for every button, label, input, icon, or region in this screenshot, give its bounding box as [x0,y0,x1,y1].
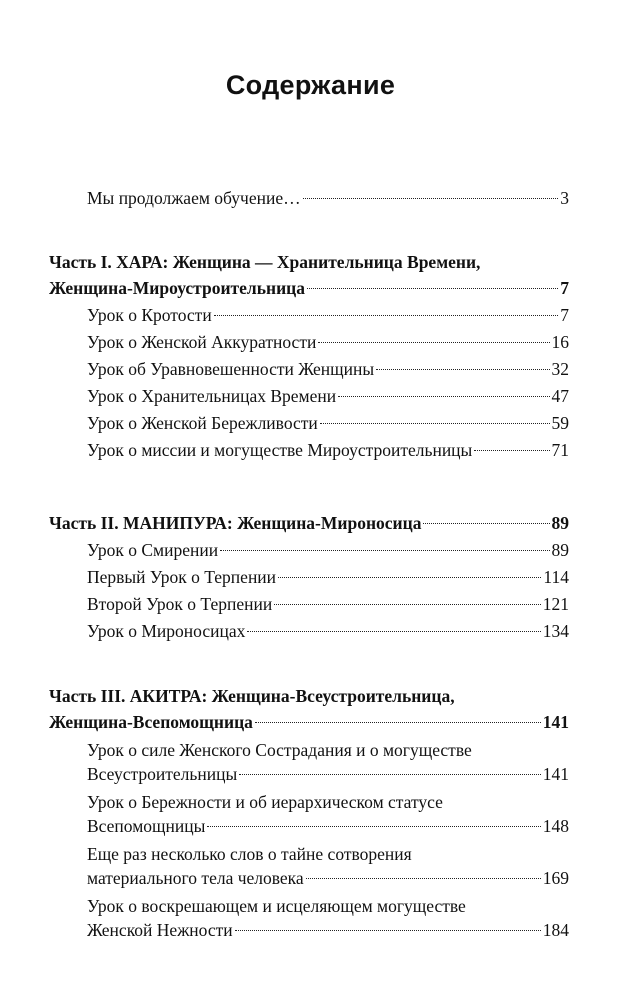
toc-part-title: Часть I. ХАРА: Женщина — Хранительница Времени, [49,252,481,272]
toc-page-number: 32 [551,359,569,379]
toc-entry[interactable] [87,384,569,408]
toc-entry-title: Женской Нежности [87,920,233,940]
toc-entry-title: Урок о Смирении [87,540,219,560]
toc-page-number: 59 [551,413,569,433]
toc-entry-title: Первый Урок о Терпении [87,567,277,587]
toc-part-title: Часть III. АКИТРА: Женщина-Всеустроительница, [49,686,455,706]
dot-leader [307,288,558,289]
toc-page-number: 47 [551,386,569,406]
toc-page-number: 114 [543,567,569,587]
toc-entry[interactable] [87,411,569,435]
toc-entry-title: Всеустроительницы [87,764,238,784]
toc-part3-heading-line1[interactable] [49,684,569,708]
dot-leader [338,396,549,397]
toc-entry[interactable] [87,592,569,616]
toc-entry-title: Урок о воскрешающем и исцеляющем могуществе [87,896,466,916]
dot-leader [318,342,549,343]
toc-entry-title: Второй Урок о Терпении [87,594,273,614]
toc-page-number: 169 [542,868,569,888]
dot-leader [214,315,559,316]
dot-leader [255,722,541,723]
toc-entry-intro[interactable] [87,186,569,210]
toc-page-number: 184 [542,920,569,940]
toc-part2-heading[interactable] [49,511,569,535]
toc-page-number: 148 [542,816,569,836]
toc-page-number: 89 [551,513,569,533]
dot-leader [474,450,549,451]
toc-page-number: 121 [542,594,569,614]
toc-entry[interactable] [87,330,569,354]
toc-entry-title: Еще раз несколько слов о тайне сотворения [87,844,412,864]
dot-leader [423,523,549,524]
toc-entry[interactable] [87,357,569,381]
dot-leader [207,826,540,827]
toc-part1-heading-line1[interactable] [49,250,569,274]
toc-page-number: 7 [560,278,569,298]
toc-entry-title: Урок о миссии и могуществе Мироустроительницы [87,440,473,460]
toc-entry-title: материального тела человека [87,868,304,888]
toc-entry-title: Урок о Женской Аккуратности [87,332,317,352]
dot-leader [239,774,541,775]
dot-leader [320,423,550,424]
dot-leader [376,369,549,370]
toc-entry-line1[interactable] [87,738,569,762]
toc-entry[interactable] [87,438,569,462]
toc-page-number: 3 [560,188,569,208]
toc-entry[interactable] [87,303,569,327]
toc-page-number: 141 [542,712,569,732]
dot-leader [220,550,549,551]
toc-entry[interactable] [87,538,569,562]
toc-entry-line2[interactable] [87,918,569,942]
toc-part-title: Часть II. МАНИПУРА: Женщина-Мироносица [49,513,422,533]
toc-entry-title: Урок о силе Женского Сострадания и о могуществе [87,740,472,760]
toc-part-title: Женщина-Мироустроительница [49,278,305,298]
toc-entry-line2[interactable] [87,814,569,838]
toc-entry-line1[interactable] [87,842,569,866]
toc-entry-title: Урок о Мироносицах [87,621,246,641]
page-title: Содержание [225,70,396,100]
toc-entry-title: Урок о Хранительницах Времени [87,386,337,406]
toc-page-number: 141 [542,764,569,784]
toc-entry[interactable] [87,619,569,643]
dot-leader [306,878,541,879]
dot-leader [303,198,559,199]
toc-entry-title: Урок о Кротости [87,305,212,325]
toc-entry-title: Урок о Бережности и об иерархическом статусе [87,792,443,812]
toc-entry-title: Урок о Женской Бережливости [87,413,318,433]
toc-page-number: 89 [551,540,569,560]
dot-leader [274,604,541,605]
dot-leader [235,930,541,931]
toc-entry-line2[interactable] [87,866,569,890]
toc-entry-line1[interactable] [87,790,569,814]
toc-entry[interactable] [87,565,569,589]
toc-page-number: 7 [560,305,569,325]
toc-part1-heading-line2[interactable] [49,276,569,300]
toc-entry-title: Мы продолжаем обучение… [87,188,301,208]
toc-page-number: 16 [551,332,569,352]
toc-part-title: Женщина-Всепомощница [49,712,253,732]
toc-part3-heading-line2[interactable] [49,710,569,734]
toc-entry-title: Всепомощницы [87,816,206,836]
toc-entry-line2[interactable] [87,762,569,786]
toc-page-number: 134 [542,621,569,641]
toc-entry-title: Урок об Уравновешенности Женщины [87,359,375,379]
dot-leader [247,631,540,632]
toc-page-number: 71 [551,440,569,460]
dot-leader [278,577,541,578]
toc-entry-line1[interactable] [87,894,569,918]
